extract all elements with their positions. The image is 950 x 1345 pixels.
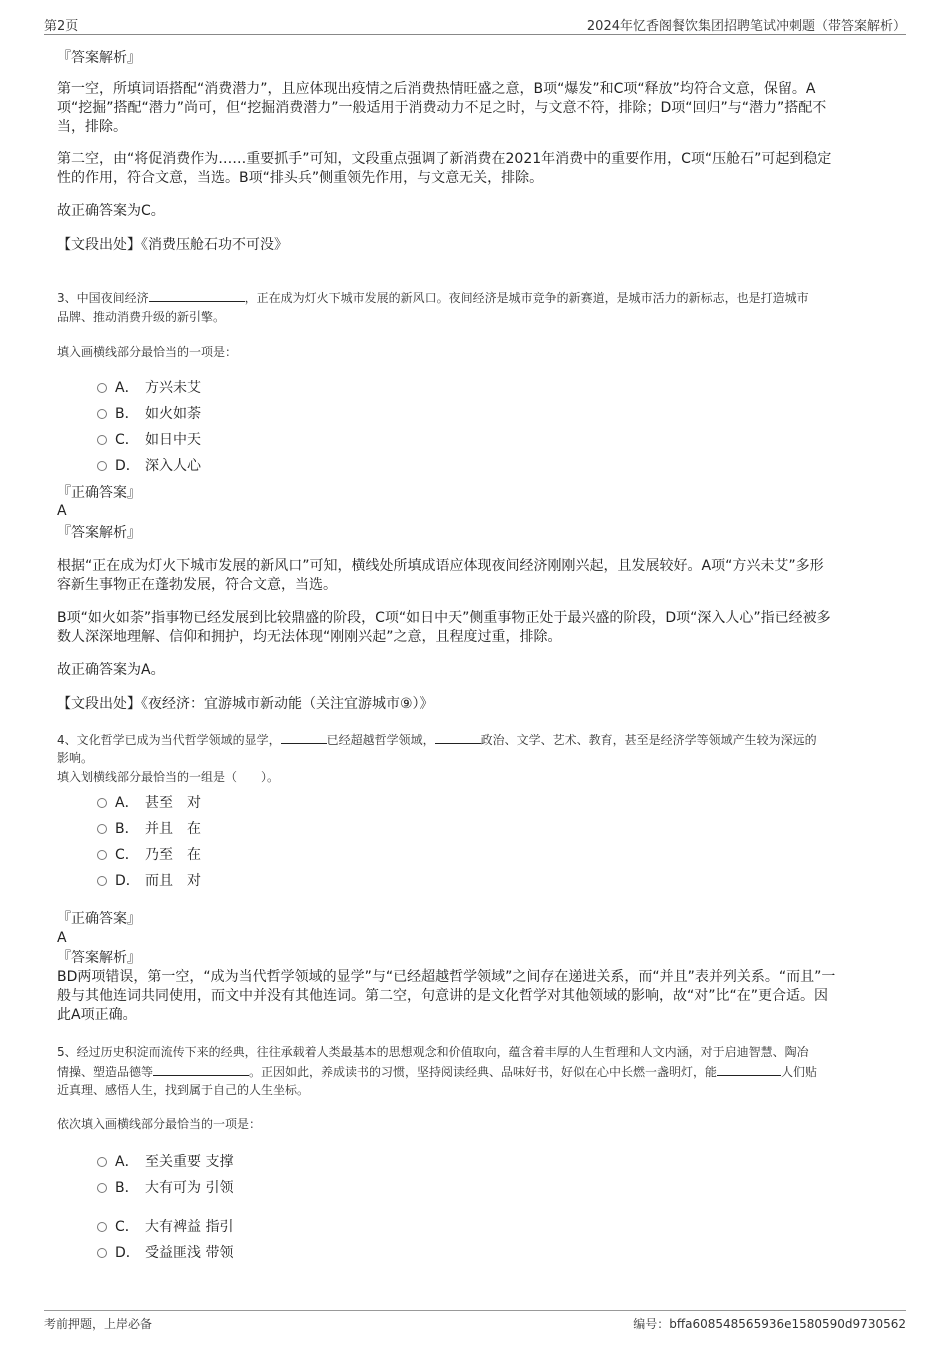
q4-option-c-letter: C． [115, 847, 139, 863]
radio-icon[interactable] [97, 1157, 107, 1167]
q4-p1-line3: 此A项正确。 [57, 1007, 137, 1023]
q2-p2-line1: 第二空，由“将促消费作为……重要抓手”可知，文段重点强调了新消费在2021年消费中的重要作用，C项“压舱石”可起到稳定 [57, 151, 832, 167]
q4-answer: A [57, 930, 67, 946]
q3-p2-line2: 数人深深地理解、信仰和拥护，均无法体现“刚刚兴起”之意，且程度过重，排除。 [57, 629, 562, 645]
q3-p1-line1: 根据“正在成为灯火下城市发展的新风口”可知，横线处所填成语应体现夜间经济刚刚兴起，且发展较好。A项“方兴未艾”多形 [57, 558, 824, 574]
q3-conclusion: 故正确答案为A。 [57, 662, 165, 678]
q2-p1-line3: 当，排除。 [57, 119, 127, 135]
q3-blank [149, 288, 245, 302]
radio-icon[interactable] [97, 409, 107, 419]
q5-option-d-text: 受益匪浅 带领 [145, 1245, 234, 1261]
q4-option-a-letter: A． [115, 795, 139, 811]
q5-blank-1 [153, 1062, 249, 1076]
q3-option-b-text: 如火如荼 [145, 406, 201, 422]
q5-option-c-letter: C． [115, 1219, 139, 1235]
q3-analysis-p1 [57, 557, 824, 595]
q4-option-d-letter: D． [115, 873, 140, 889]
q3-p1-line2: 容新生事物正在蓬勃发展，符合文意，当选。 [57, 577, 337, 593]
q2-analysis-heading: 『答案解析』 [57, 50, 141, 66]
q3-answer: A [57, 503, 67, 519]
q5-option-a-letter: A． [115, 1154, 139, 1170]
q4-option-b[interactable] [97, 818, 201, 838]
document-title: 2024年忆香阁餐饮集团招聘笔试冲刺题（带答案解析） [586, 19, 906, 34]
radio-icon[interactable] [97, 824, 107, 834]
radio-icon[interactable] [97, 1222, 107, 1232]
q3-option-d-text: 深入人心 [145, 458, 201, 474]
q2-analysis-p2 [57, 150, 831, 188]
q4-option-d-text: 而且 对 [145, 873, 201, 889]
q4-option-c[interactable] [97, 844, 201, 864]
header-divider [44, 34, 906, 35]
q3-option-a-text: 方兴未艾 [145, 380, 201, 396]
q3-option-c[interactable] [97, 429, 201, 449]
q3-option-a[interactable] [97, 377, 201, 397]
q4-answer-heading: 『正确答案』 [57, 911, 141, 927]
q5-stem-line3: 近真理、感悟人生，找到属于自己的人生坐标。 [57, 1083, 310, 1097]
q5-option-c[interactable] [97, 1216, 233, 1236]
q2-analysis-p1 [57, 80, 826, 137]
q5-stem-line2 [57, 1062, 817, 1081]
q5-option-a[interactable] [97, 1151, 233, 1171]
q3-stem-a: 3、中国夜间经济 [57, 291, 149, 305]
q4-analysis-heading: 『答案解析』 [57, 950, 141, 966]
q3-analysis-heading: 『答案解析』 [57, 525, 141, 541]
footer-doc-id: 编号：bffa608548565936e1580590d9730562 [633, 1317, 906, 1331]
q3-option-b-letter: B． [115, 406, 139, 422]
q3-option-c-letter: C． [115, 432, 139, 448]
q3-analysis-p2 [57, 609, 831, 647]
q3-option-a-letter: A． [115, 380, 139, 396]
q5-option-b-text: 大有可为 引领 [145, 1180, 234, 1196]
q5-option-b[interactable] [97, 1177, 233, 1197]
q4-option-b-letter: B． [115, 821, 139, 837]
q4-stem-line2: 影响。 [57, 751, 94, 765]
q4-blank-1 [281, 730, 327, 744]
q4-option-a-text: 甚至 对 [145, 795, 201, 811]
q3-p2-line1: B项“如火如荼”指事物已经发展到比较鼎盛的阶段，C项“如日中天”侧重事物正处于最兴盛的阶段，D项“深入人心”指已经被多 [57, 610, 831, 626]
q4-stem-a: 4、文化哲学已成为当代哲学领域的显学， [57, 733, 281, 747]
q3-prompt: 填入画横线部分最恰当的一项是： [57, 345, 238, 359]
q4-stem-line1 [57, 730, 817, 749]
q4-option-d[interactable] [97, 870, 201, 890]
q5-stem-line1: 5、经过历史积淀而流传下来的经典，往往承载着人类最基本的思想观念和价值取向，蕴含着丰厚的人生哲理和人文内涵，对于启迪智慧、陶冶 [57, 1045, 809, 1059]
q3-stem-line1 [57, 288, 809, 307]
radio-icon[interactable] [97, 383, 107, 393]
q4-option-b-text: 并且 在 [145, 821, 201, 837]
radio-icon[interactable] [97, 1183, 107, 1193]
q5-prompt: 依次填入画横线部分最恰当的一项是： [57, 1117, 262, 1131]
q4-stem-c: 政治、文学、艺术、教育，甚至是经济学等领域产生较为深远的 [480, 733, 817, 747]
q5-blank-2 [717, 1062, 781, 1076]
q5-option-d-letter: D． [115, 1245, 140, 1261]
radio-icon[interactable] [97, 1248, 107, 1258]
radio-icon[interactable] [97, 798, 107, 808]
footer-divider [44, 1310, 906, 1311]
q4-p1-line2: 般与其他连词共同使用，而文中并没有其他连词。第二空，句意讲的是文化哲学对其他领域的影响，故“对”比“在”更合适。因 [57, 988, 829, 1004]
footer-slogan: 考前押题，上岸必备 [44, 1317, 153, 1331]
radio-icon[interactable] [97, 435, 107, 445]
q4-p1-line1: BD两项错误，第一空，“成为当代哲学领域的显学”与“已经超越哲学领域”之间存在递进关系，而“并且”表并列关系。“而且”一 [57, 969, 836, 985]
q2-conclusion: 故正确答案为C。 [57, 203, 165, 219]
q4-option-c-text: 乃至 在 [145, 847, 201, 863]
q3-option-c-text: 如日中天 [145, 432, 201, 448]
radio-icon[interactable] [97, 461, 107, 471]
q2-source: 【文段出处】《消费压舱石功不可没》 [57, 237, 288, 253]
page-number: 第2页 [44, 19, 79, 34]
q3-answer-heading: 『正确答案』 [57, 485, 141, 501]
q4-stem-b: 已经超越哲学领域， [326, 733, 435, 747]
q5-stem-l2b: 。正因如此，养成读书的习惯，坚持阅读经典、品味好书，好似在心中长燃一盏明灯，能 [249, 1065, 718, 1079]
q3-option-d-letter: D． [115, 458, 140, 474]
q4-prompt: 填入划横线部分最恰当的一组是（ ）。 [57, 770, 280, 784]
q5-option-d[interactable] [97, 1242, 233, 1262]
q5-option-a-text: 至关重要 支撑 [145, 1154, 234, 1170]
q3-source: 【文段出处】《夜经济：宜游城市新动能（关注宜游城市⑨）》 [57, 696, 434, 712]
q5-stem-l2c: 人们贴 [781, 1065, 818, 1079]
radio-icon[interactable] [97, 876, 107, 886]
q3-stem-line2: 品牌、推动消费升级的新引擎。 [57, 310, 226, 324]
q5-stem-l2a: 情操、塑造品德等 [57, 1065, 154, 1079]
q4-option-a[interactable] [97, 792, 201, 812]
q4-blank-2 [435, 730, 481, 744]
q3-option-b[interactable] [97, 403, 201, 423]
q5-option-b-letter: B． [115, 1180, 139, 1196]
q2-p2-line2: 性的作用，符合文意，当选。B项“排头兵”侧重领先作用，与文意无关，排除。 [57, 170, 544, 186]
q3-stem-b: ，正在成为灯火下城市发展的新风口。夜间经济是城市竞争的新赛道，是城市活力的新标志，也是打造城市 [244, 291, 809, 305]
q4-analysis-p1 [57, 968, 835, 1025]
q2-p1-line2: 项“挖掘”搭配“潜力”尚可，但“挖掘消费潜力”一般适用于消费动力不足之时，与文意不符，排除；D项“回归”与“潜力”搭配不 [57, 100, 827, 116]
radio-icon[interactable] [97, 850, 107, 860]
q2-p1-line1: 第一空，所填词语搭配“消费潜力”，且应体现出疫情之后消费热情旺盛之意，B项“爆发”和C项“释放”均符合文意，保留。A [57, 81, 816, 97]
q3-option-d[interactable] [97, 455, 201, 475]
q5-option-c-text: 大有裨益 指引 [145, 1219, 234, 1235]
